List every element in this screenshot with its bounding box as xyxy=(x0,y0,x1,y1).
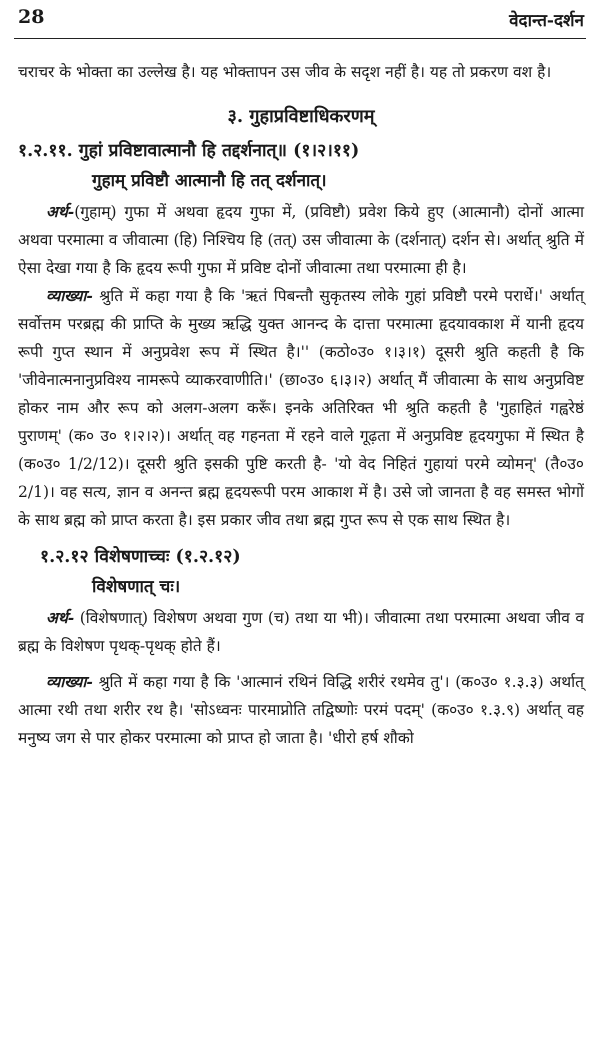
header-rule xyxy=(14,38,586,39)
explanation-text: श्रुति में कहा गया है कि 'ऋतं पिबन्तौ सुकृतस्य लोके गुहां प्रविष्टौ परमे परार्धे।' अर्थात् सर्वोत्तम परब्रह्म की प्राप्ति के मुख्य ऋद्धि युक्त आनन्द के दात्ता परमात्मा हृदयावकाश में यानी हृदय रूपी गुप्त स्थान में अनुप्रवेश रूप में स्थित है।'' (कठो०उ० १।३।१) दूसरी श्रुति कहती है कि 'जीवेनात्मनानुप्रविश्य नामरूपे व्याकरवाणीति।' (छा०उ० ६।३।२) अर्थात् मैं जीवात्मा के साथ अनुप्रविष्ट होकर नाम और रूप को अलग-अलग करूँ। इनके अतिरिक्त भी श्रुति कहती है 'गुहाहितं गह्वरेष्ठं पुराणम्' (क० उ० १।२।२)। अर्थात् वह गहनता में रहने वाले गूढ़ता में अनुप्रविष्ट हृदयगुफा में स्थित है (क०उ० 1/2/12)। दूसरी श्रुति इसकी पुष्टि करती है- 'यो वेद निहितं गुहायां परमे व्योमन्' (तै०उ० 2/1)। वह सत्य, ज्ञान व अनन्त ब्रह्म हृदयरूपी परम आकाश में है। उसे जो जानता है वह समस्त भोगों के साथ ब्रह्म को प्राप्त करता है। इस प्रकार जीव तथा ब्रह्म गुप्त रूप से एक साथ स्थित है। xyxy=(18,287,584,529)
explanation-text: श्रुति में कहा गया है कि 'आत्मानं रथिनं विद्धि शरीरं रथमेव तु'। (क०उ० १.३.३) अर्थात् आत्मा रथी तथा शरीर रथ है। 'सोऽध्वनः पारमाप्नोति तद्विष्णोः परमं पदम्' (क०उ० १.३.९) अर्थात् वह मनुष्य जग से पार होकर परमात्मा को प्राप्त हो जाता है। 'धीरो हर्ष शौको xyxy=(18,673,584,747)
meaning-label: अर्थ- xyxy=(46,608,75,627)
sutra-12-word-split: विशेषणात् चः। xyxy=(92,577,181,597)
sutra-11-explanation xyxy=(18,282,584,534)
sutra-11-word-split: गुहाम् प्रविष्टौ आत्मानौ हि तत् दर्शनात्। xyxy=(92,171,327,191)
page-body xyxy=(18,58,584,752)
page-header xyxy=(18,6,584,36)
sutra-12-meaning xyxy=(18,604,584,660)
meaning-text: (विशेषणात्) विशेषण अथवा गुण (च) तथा या भी)। जीवात्मा तथा परमात्मा अथवा जीव व ब्रह्म के विशेषण पृथक्-पृथक् होते हैं। xyxy=(18,609,584,655)
running-title: वेदान्त-दर्शन xyxy=(509,11,584,31)
sutra-12-heading: १.२.१२ विशेषणाच्चः (१.२.१२) xyxy=(40,547,241,567)
intro-paragraph: चराचर के भोक्ता का उल्लेख है। यह भोक्तापन उस जीव के सदृश नहीं है। यह तो प्रकरण वश है। xyxy=(18,63,552,81)
meaning-text: (गुहाम्) गुफा में अथवा हृदय गुफा में, (प्रविष्टौ) प्रवेश किये हुए (आत्मानौ) दोनों आत्मा अथवा परमात्मा व जीवात्मा (हि) निश्चिय हि (तत्) उस जीवात्मा के (दर्शनात्) दर्शन से। अर्थात् श्रुति में ऐसा देखा गया है कि हृदय रूपी गुफा में प्रविष्ट दोनों जीवात्मा तथा परमात्मा ही है। xyxy=(18,203,584,277)
sutra-11-meaning xyxy=(18,198,584,282)
page-number: 28 xyxy=(18,6,45,28)
meaning-label: अर्थ- xyxy=(46,202,75,221)
explanation-label: व्याख्या- xyxy=(46,672,93,691)
explanation-label: व्याख्या- xyxy=(46,286,93,305)
sutra-11-heading: १.२.११. गुहां प्रविष्टावात्मानौ हि तद्दर्शनात्॥ (१।२।११) xyxy=(18,141,360,161)
sutra-12-explanation xyxy=(18,668,584,752)
section-title: ३. गुहाप्रविष्टाधिकरणम् xyxy=(227,106,375,127)
